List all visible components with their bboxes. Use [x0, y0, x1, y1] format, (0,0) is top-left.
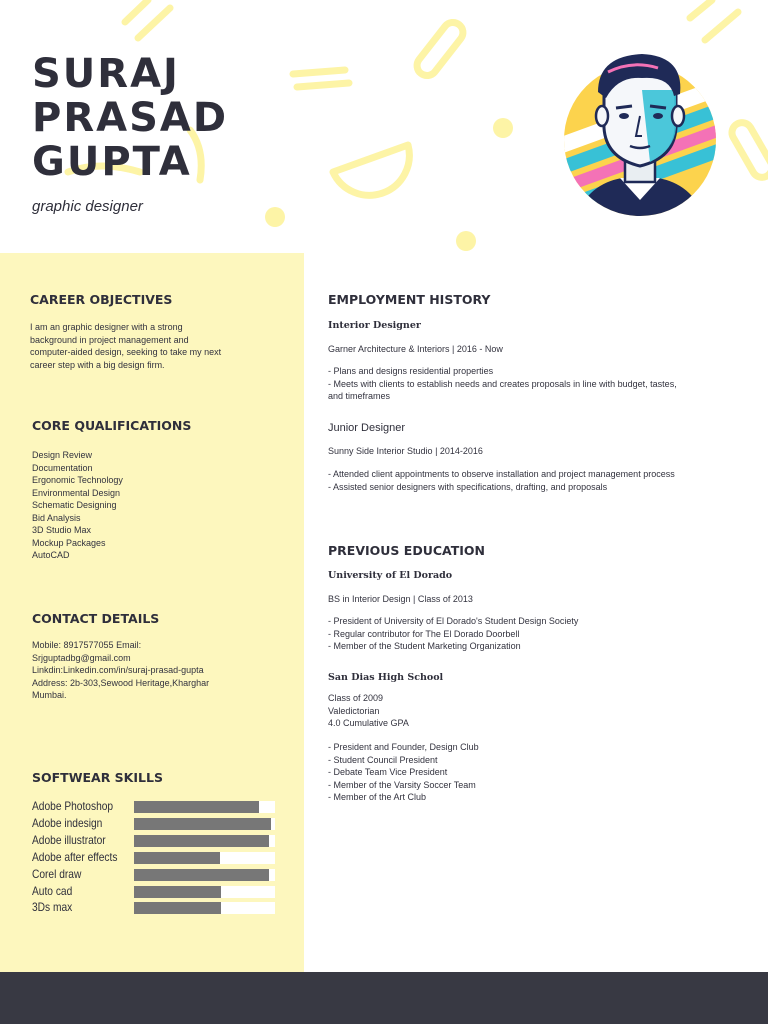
skill-bar-fill: [134, 902, 221, 914]
contact-text: [32, 639, 209, 702]
list-item: Environmental Design: [32, 487, 121, 498]
list-item: Ergonomic Technology: [32, 475, 123, 485]
job-title: graphic designer: [32, 198, 143, 215]
skill-bar-fill: [134, 818, 271, 830]
skill-label: Adobe indesign: [32, 815, 103, 830]
list-item: - Plans and designs residential properties: [328, 366, 494, 376]
school-name-2: San Dias High School: [328, 672, 444, 683]
list-item: Design Review: [32, 450, 93, 460]
school-name-1: University of El Dorado: [328, 570, 453, 581]
skill-bar-fill: [134, 835, 269, 847]
list-item: Schematic Designing: [32, 500, 117, 510]
list-item: - President and Founder, Design Club: [328, 742, 479, 752]
skill-label: Adobe Photoshop: [32, 799, 114, 813]
skill-row: [32, 799, 282, 816]
school-bullets-2: [328, 741, 479, 804]
school-detail: Valedictorian: [328, 705, 380, 716]
list-item: Mockup Packages: [32, 537, 106, 548]
skill-label: Corel draw: [32, 866, 82, 881]
school-details-2: [328, 692, 409, 730]
career-heading: CAREER OBJECTIVES: [30, 292, 173, 307]
contact-line: Address: 2b-303,Sewood Heritage,Kharghar: [32, 677, 210, 688]
school-detail: Class of 2009: [328, 693, 384, 703]
skill-label: Adobe illustrator: [32, 832, 106, 847]
employment-heading: EMPLOYMENT HISTORY: [328, 292, 491, 307]
list-item: Bid Analysis: [32, 512, 81, 523]
name-line-1: SURAJ: [32, 51, 180, 97]
contact-line: Mobile: 8917577055 Email:: [32, 640, 142, 650]
job-title-2: Junior Designer: [328, 422, 406, 434]
list-item: - Assisted senior designers with specifications, drafting, and proposals: [328, 481, 608, 492]
avatar: [562, 50, 718, 218]
career-line: I am an graphic designer with a strong: [30, 322, 183, 332]
career-line: background in project management and: [30, 334, 189, 345]
career-line: career step with a big design firm.: [30, 359, 165, 370]
list-item: - Regular contributor for The El Dorado Doorbell: [328, 628, 520, 639]
list-item: - President of University of El Dorado's Student Design Society: [328, 616, 579, 626]
contact-heading: CONTACT DETAILS: [32, 611, 160, 626]
skill-bar-track: [134, 801, 275, 813]
skill-bar-track: [134, 835, 275, 847]
skills-heading: SOFTWEAR SKILLS: [32, 770, 163, 785]
skill-row: [32, 900, 282, 917]
education-heading: PREVIOUS EDUCATION: [328, 543, 485, 558]
skill-bar-track: [134, 869, 275, 881]
list-item: Documentation: [32, 462, 93, 473]
job-bullets-2: [328, 468, 675, 493]
list-item: - Meets with clients to establish needs and creates proposals in line with budget, tastes,: [328, 378, 677, 389]
footer-bar: [0, 972, 768, 1024]
list-item: and timeframes: [328, 391, 391, 401]
skill-bar-fill: [134, 852, 220, 864]
list-item: - Member of the Student Marketing Organization: [328, 641, 521, 651]
skill-bar-fill: [134, 801, 259, 813]
qualifications-list: [32, 449, 123, 562]
qualifications-heading: CORE QUALIFICATIONS: [32, 418, 192, 433]
school-detail: 4.0 Cumulative GPA: [328, 718, 409, 728]
list-item: - Student Council President: [328, 754, 438, 765]
contact-email[interactable]: Srjguptadbg@gmail.com: [32, 652, 131, 663]
list-item: 3D Studio Max: [32, 525, 92, 535]
skill-bar-track: [134, 902, 275, 914]
list-item: - Attended client appointments to observe installation and project management process: [328, 469, 675, 479]
skill-bar-track: [134, 852, 275, 864]
school-details-1: [328, 593, 473, 606]
list-item: - Member of the Varsity Soccer Team: [328, 779, 476, 790]
skill-row: [32, 867, 282, 884]
job-company-1: Garner Architecture & Interiors | 2016 - Now: [328, 344, 503, 354]
career-text: [30, 321, 221, 371]
skill-bar-track: [134, 818, 275, 830]
school-bullets-1: [328, 615, 578, 653]
name-line-2: PRASAD: [32, 95, 229, 141]
list-item: AutoCAD: [32, 550, 70, 560]
skill-label: Auto cad: [32, 883, 73, 898]
list-item: - Debate Team Vice President: [328, 767, 448, 777]
career-line: computer-aided design, seeking to take my next: [30, 347, 222, 357]
skill-row: [32, 816, 282, 833]
contact-linkedin[interactable]: Linkdin:Linkedin.com/in/suraj-prasad-gupta: [32, 665, 204, 675]
skill-bar-track: [134, 886, 275, 898]
name-line-3: GUPTA: [32, 139, 192, 185]
school-detail: BS in Interior Design | Class of 2013: [328, 594, 473, 604]
skill-label: Adobe after effects: [32, 849, 118, 864]
skill-bar-fill: [134, 886, 221, 898]
contact-line: Mumbai.: [32, 690, 67, 700]
job-company-2: Sunny Side Interior Studio | 2014-2016: [328, 446, 483, 456]
skill-row: [32, 833, 282, 850]
skill-bar-fill: [134, 869, 269, 881]
list-item: - Member of the Art Club: [328, 792, 427, 802]
skill-row: [32, 850, 282, 867]
job-title-1: Interior Designer: [328, 320, 421, 331]
job-bullets-1: [328, 365, 677, 403]
skill-label: 3Ds max: [32, 900, 73, 915]
skill-row: [32, 884, 282, 901]
